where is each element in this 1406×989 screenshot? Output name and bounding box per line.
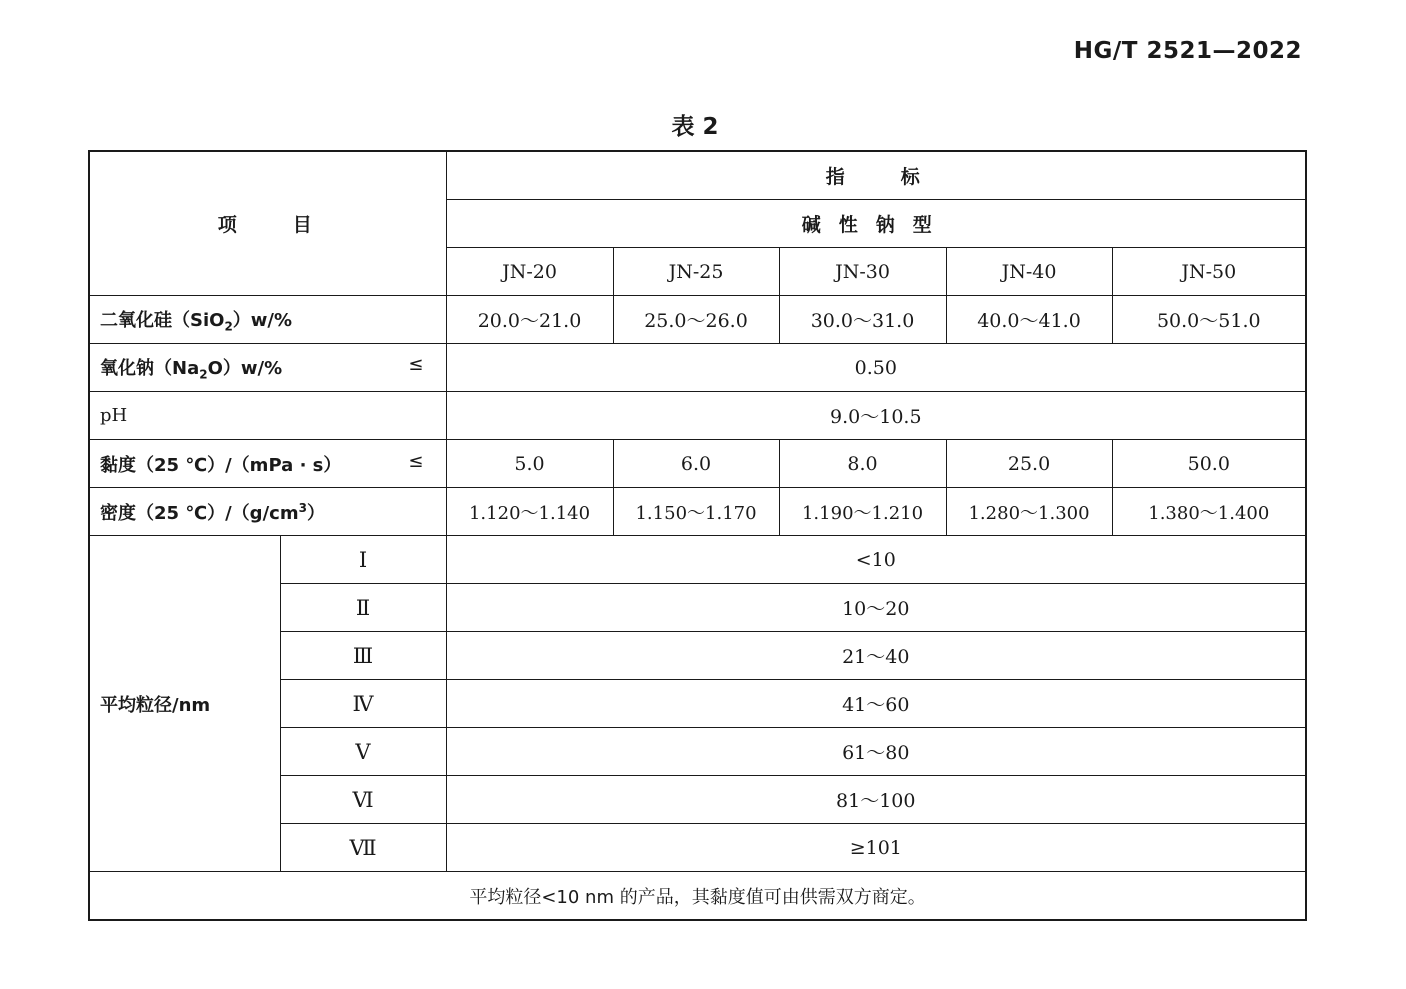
grade-1: Ⅰ [280, 536, 446, 584]
value-ph: 9.0～10.5 [446, 392, 1306, 440]
model-jn-20: JN-20 [446, 248, 613, 296]
value-sio2-jn50: 50.0～51.0 [1112, 296, 1306, 344]
value-viscosity-jn30: 8.0 [779, 440, 946, 488]
value-sio2-jn20: 20.0～21.0 [446, 296, 613, 344]
grade-4: Ⅳ [280, 680, 446, 728]
value-na2o: 0.50 [446, 344, 1306, 392]
row-viscosity [89, 440, 1306, 488]
header-row-indicator [89, 151, 1306, 200]
label-sio2: 二氧化硅（SiO$_2$）w/% [89, 296, 446, 344]
model-jn-40: JN-40 [946, 248, 1112, 296]
row-ph [89, 392, 1306, 440]
value-sio2-jn25: 25.0～26.0 [613, 296, 779, 344]
value-density-jn30: 1.190～1.210 [779, 488, 946, 536]
value-grade-5: 61～80 [446, 728, 1306, 776]
model-jn-30: JN-30 [779, 248, 946, 296]
value-density-jn25: 1.150～1.170 [613, 488, 779, 536]
value-grade-4: 41～60 [446, 680, 1306, 728]
value-grade-1: <10 [446, 536, 1306, 584]
value-sio2-jn30: 30.0～31.0 [779, 296, 946, 344]
value-viscosity-jn20: 5.0 [446, 440, 613, 488]
model-jn-50: JN-50 [1112, 248, 1306, 296]
label-na2o: 氧化钠$(Na_2O)w/\%$ ≤ [89, 344, 446, 392]
value-viscosity-jn40: 25.0 [946, 440, 1112, 488]
header-indicator: 指 标 [446, 151, 1306, 200]
grade-3: Ⅲ [280, 632, 446, 680]
limit-symbol-na2o: ≤ [408, 353, 424, 375]
value-viscosity-jn50: 50.0 [1112, 440, 1306, 488]
row-sio2 [89, 296, 1306, 344]
row-particle-grade-1 [89, 536, 1306, 584]
value-grade-2: 10～20 [446, 584, 1306, 632]
table-title: 表 2 [671, 114, 719, 140]
row-na2o [89, 344, 1306, 392]
label-density: 密度（25 $℃)/(g/cm^3)$ [89, 488, 446, 536]
value-density-jn50: 1.380～1.400 [1112, 488, 1306, 536]
document-code: HG/T 2521—2022 [1073, 38, 1302, 64]
label-particle-size: 平均粒径/nm [89, 536, 280, 872]
grade-7: Ⅶ [280, 824, 446, 872]
label-ph: pH [89, 392, 446, 440]
specification-table [88, 150, 1307, 921]
header-item: 项 目 [89, 151, 446, 296]
grade-2: Ⅱ [280, 584, 446, 632]
label-viscosity: 黏度（25 ℃）/（mPa · s） ≤ [89, 440, 446, 488]
model-jn-25: JN-25 [613, 248, 779, 296]
value-grade-6: 81～100 [446, 776, 1306, 824]
row-density [89, 488, 1306, 536]
grade-5: Ⅴ [280, 728, 446, 776]
header-type: 碱性钠型 [446, 200, 1306, 248]
grade-6: Ⅵ [280, 776, 446, 824]
table-note: 平均粒径<10 nm 的产品，其黏度值可由供需双方商定。 [89, 872, 1306, 921]
value-viscosity-jn25: 6.0 [613, 440, 779, 488]
value-density-jn20: 1.120～1.140 [446, 488, 613, 536]
value-sio2-jn40: 40.0～41.0 [946, 296, 1112, 344]
limit-symbol-viscosity: ≤ [408, 450, 424, 472]
value-grade-3: 21～40 [446, 632, 1306, 680]
row-note [89, 872, 1306, 921]
value-density-jn40: 1.280～1.300 [946, 488, 1112, 536]
value-grade-7: ≥101 [446, 824, 1306, 872]
